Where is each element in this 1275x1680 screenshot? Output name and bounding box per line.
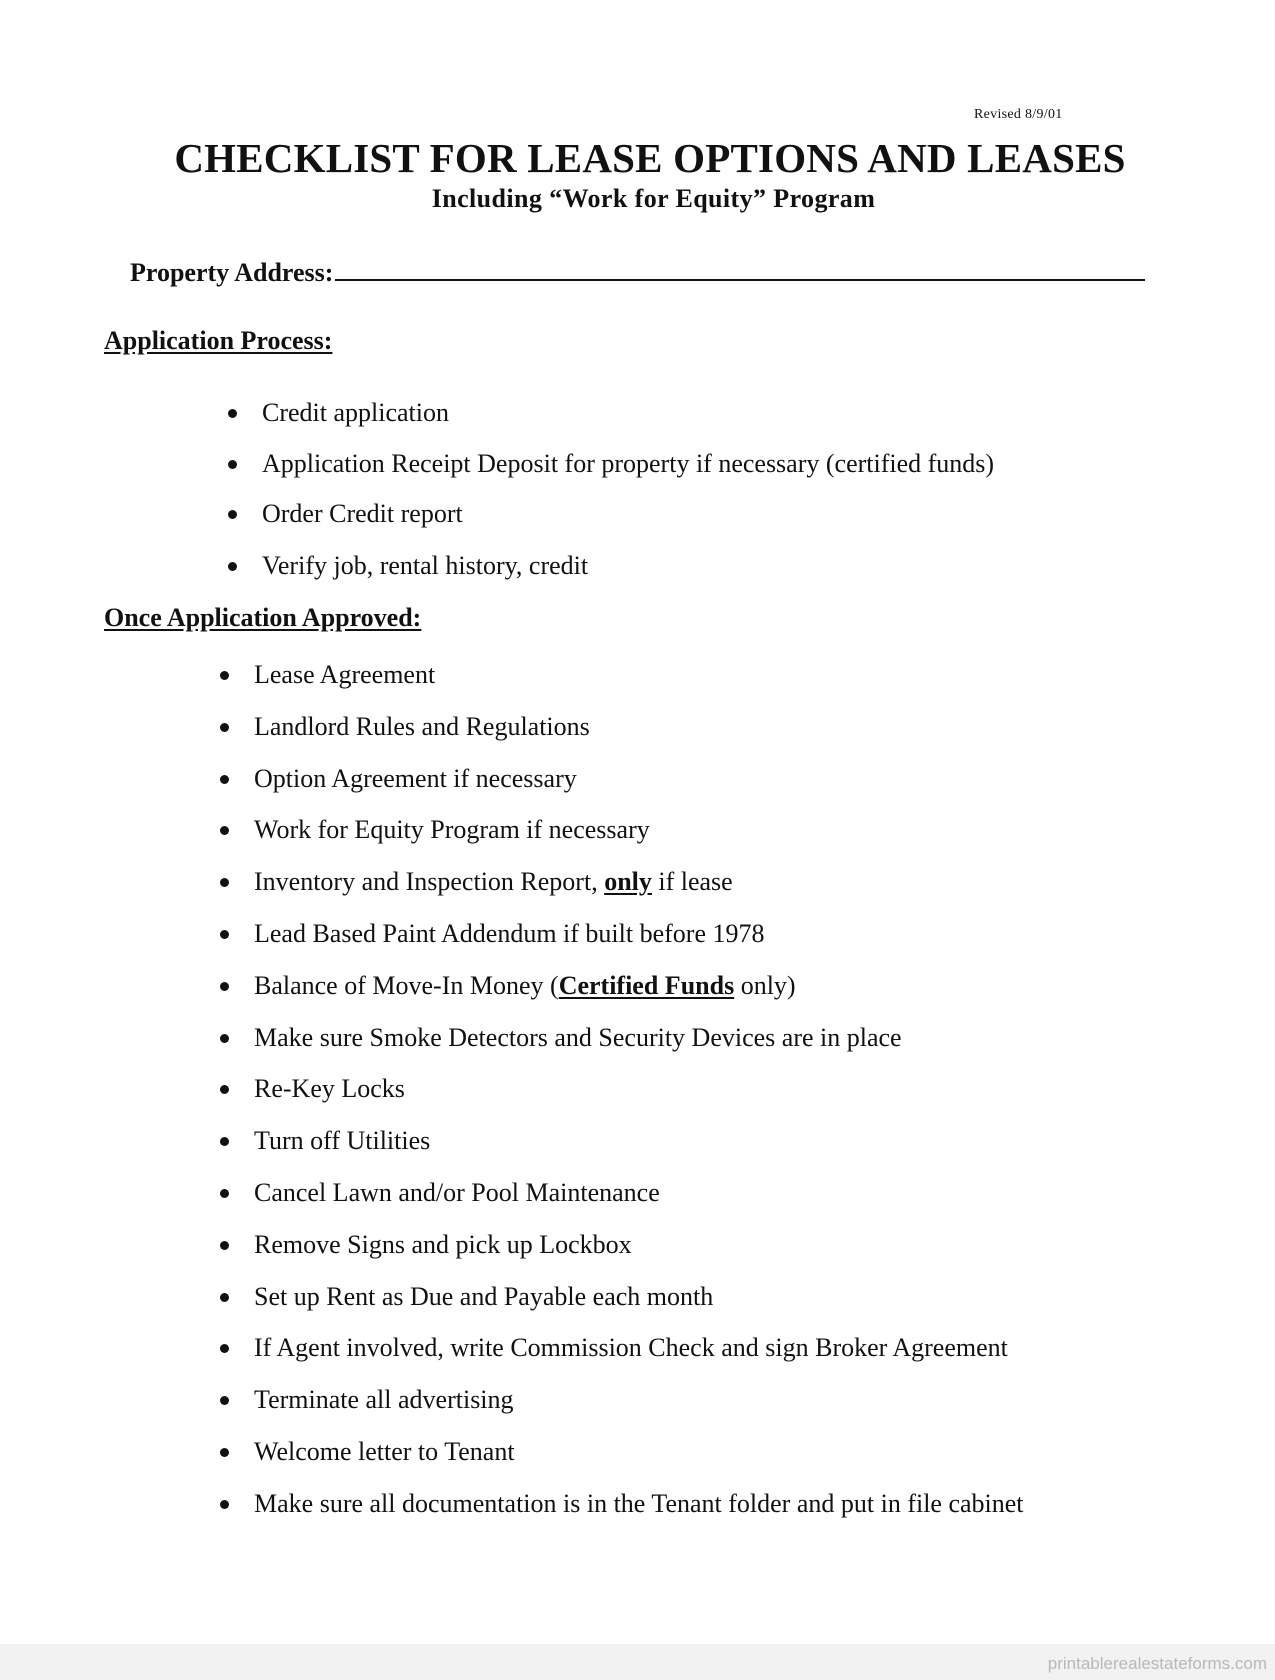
list-item: Application Receipt Deposit for property if necessary (certified funds) [262, 449, 994, 479]
list-item: Lease Agreement [254, 660, 1024, 690]
list-item: Set up Rent as Due and Payable each month [254, 1282, 1024, 1312]
bullet-icon [220, 1137, 229, 1146]
document-title: CHECKLIST FOR LEASE OPTIONS AND LEASES [174, 135, 1126, 181]
property-address-field [130, 255, 1145, 288]
bullet-icon [220, 930, 229, 939]
list-item: Balance of Move-In Money (Certified Funds only) [254, 971, 1024, 1001]
list-item: Remove Signs and pick up Lockbox [254, 1230, 1024, 1260]
list-item: Turn off Utilities [254, 1126, 1024, 1156]
bullet-icon [220, 1085, 229, 1094]
site-watermark[interactable]: printablerealestateforms.com [1047, 1654, 1267, 1673]
bullet-icon [220, 1448, 229, 1457]
revision-date: Revised 8/9/01 [974, 107, 1063, 122]
bullet-icon [228, 510, 237, 519]
bullet-icon [220, 1241, 229, 1250]
application-process-list [262, 398, 994, 581]
list-item: Re-Key Locks [254, 1074, 1024, 1104]
list-item: Landlord Rules and Regulations [254, 712, 1024, 742]
bullet-icon [220, 1500, 229, 1509]
bullet-icon [220, 1293, 229, 1302]
bullet-icon [220, 982, 229, 991]
bullet-icon [228, 562, 237, 571]
footer-bar [0, 1644, 1275, 1680]
bullet-icon [220, 1344, 229, 1353]
emphasis-text: Certified Funds [558, 970, 735, 1000]
list-item: Cancel Lawn and/or Pool Maintenance [254, 1178, 1024, 1208]
bullet-icon [228, 409, 237, 418]
bullet-icon [220, 1034, 229, 1043]
bullet-icon [228, 460, 237, 469]
bullet-icon [220, 775, 229, 784]
bullet-icon [220, 1189, 229, 1198]
application-process-heading: Application Process: [104, 326, 333, 355]
list-item: Inventory and Inspection Report, only if lease [254, 867, 1024, 897]
list-item: Terminate all advertising [254, 1385, 1024, 1415]
bullet-icon [220, 878, 229, 887]
bullet-icon [220, 671, 229, 680]
list-item: Credit application [262, 398, 994, 428]
document-subtitle: Including “Work for Equity” Program [431, 184, 876, 213]
property-address-label: Property Address: [130, 258, 334, 287]
bullet-icon [220, 1396, 229, 1405]
list-item: Lead Based Paint Addendum if built before 1978 [254, 919, 1024, 949]
property-address-blank[interactable] [335, 255, 1145, 281]
application-approved-list [254, 660, 1024, 1519]
emphasis-text: only [604, 867, 652, 897]
list-item: If Agent involved, write Commission Check and sign Broker Agreement [254, 1333, 1024, 1363]
bullet-icon [220, 826, 229, 835]
list-item: Work for Equity Program if necessary [254, 815, 1024, 845]
application-approved-heading: Once Application Approved: [104, 603, 422, 632]
list-item: Make sure all documentation is in the Tenant folder and put in file cabinet [254, 1489, 1024, 1519]
list-item: Welcome letter to Tenant [254, 1437, 1024, 1467]
bullet-icon [220, 723, 229, 732]
list-item: Option Agreement if necessary [254, 764, 1024, 794]
list-item: Verify job, rental history, credit [262, 551, 994, 581]
list-item: Make sure Smoke Detectors and Security Devices are in place [254, 1023, 1024, 1053]
list-item: Order Credit report [262, 499, 994, 529]
